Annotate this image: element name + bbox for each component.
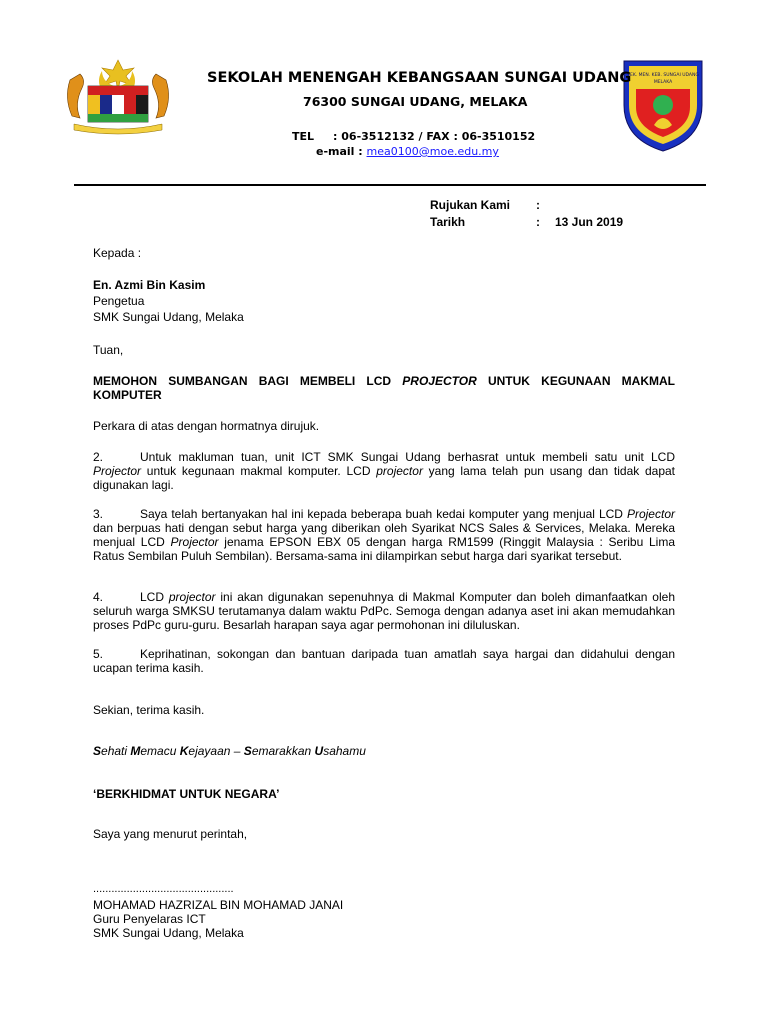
email-label: e-mail :: [316, 145, 363, 158]
coat-of-arms-logo: [62, 58, 174, 138]
closing: Sekian, terima kasih.: [93, 703, 205, 717]
paragraph-3: 3. Saya telah bertanyakan hal ini kepada beberapa buah kedai komputer yang menjual LCD Projector dan berpuas hati dengan sebut harga yang diberikan oleh Syarikat NCS Sales & Services, Melaka. Mereka menjual LCD Projector jenama EPSON EBX 05 dengan harga RM1599 (Ringgit Malaysia : Seribu Lima Ratus Sembilan Puluh Sembilan). Bersama-sama ini dilampirkan sebut harga dari syarikat tersebut.: [93, 507, 675, 563]
paragraph-2: 2. Untuk makluman tuan, unit ICT SMK Sungai Udang berhasrat untuk membeli satu unit LCD Projector untuk kegunaan makmal komputer. LCD projector yang lama telah pun usang dan tidak dapat digunakan lagi.: [93, 450, 676, 492]
paragraph-5: 5. Keprihatinan, sokongan dan bantuan daripada tuan amatlah saya hargai dan didahului dengan ucapan terima kasih.: [93, 647, 675, 675]
tarikh-colon: :: [536, 215, 540, 229]
signatory-org: SMK Sungai Udang, Melaka: [93, 926, 244, 940]
school-name: SEKOLAH MENENGAH KEBANGSAAN SUNGAI UDANG: [207, 70, 632, 86]
signatory-position: Guru Penyelaras ICT: [93, 912, 206, 926]
recipient-name: En. Azmi Bin Kasim: [93, 278, 206, 292]
tarikh-value: 13 Jun 2019: [555, 215, 624, 229]
tel-fax-value: : 06-3512132 / FAX : 06-3510152: [333, 130, 536, 143]
subject: MEMOHON SUMBANGAN BAGI MEMBELI LCD PROJECTOR UNTUK KEGUNAAN MAKMAL KOMPUTER: [93, 374, 675, 402]
rujukan-label: Rujukan Kami: [430, 198, 511, 212]
berkhidmat-slogan: ‘BERKHIDMAT UNTUK NEGARA’: [93, 787, 280, 801]
school-motto: Sehati Memacu Kejayaan – Semarakkan Usahamu: [93, 744, 366, 758]
school-address: 76300 SUNGAI UDANG, MELAKA: [303, 94, 528, 109]
rujukan-colon: :: [536, 198, 540, 212]
saya-yang-menurut: Saya yang menurut perintah,: [93, 827, 248, 841]
signature-line: ..............................................: [93, 883, 234, 895]
svg-text:SEK. MEN. KEB. SUNGAI UDANG: SEK. MEN. KEB. SUNGAI UDANG: [627, 73, 699, 78]
svg-text:MELAKA: MELAKA: [653, 80, 673, 85]
header-divider: [74, 184, 706, 186]
paragraph-4: 4. LCD projector ini akan digunakan sepenuhnya di Makmal Komputer dan boleh dimanfaatkan oleh seluruh warga SMKSU terutamanya dalam waktu PdPc. Semoga dengan adanya aset ini akan memudahkan proses PdPc guru-guru. Besarlah harapan saya agar permohonan ini diluluskan.: [93, 590, 675, 632]
school-crest-logo: [620, 55, 706, 153]
recipient-org: SMK Sungai Udang, Melaka: [93, 310, 244, 324]
recipient-title: Pengetua: [93, 294, 145, 308]
signatory-name: MOHAMAD HAZRIZAL BIN MOHAMAD JANAI: [93, 898, 344, 912]
salutation: Tuan,: [93, 343, 124, 357]
tarikh-label: Tarikh: [430, 215, 466, 229]
intro: Perkara di atas dengan hormatnya dirujuk.: [93, 419, 320, 433]
kepada: Kepada :: [93, 246, 142, 260]
tel-label: TEL: [292, 130, 315, 143]
email-line: [316, 145, 499, 158]
email-link[interactable]: mea0100@moe.edu.my: [366, 145, 499, 158]
tel-fax-line: [292, 130, 535, 143]
